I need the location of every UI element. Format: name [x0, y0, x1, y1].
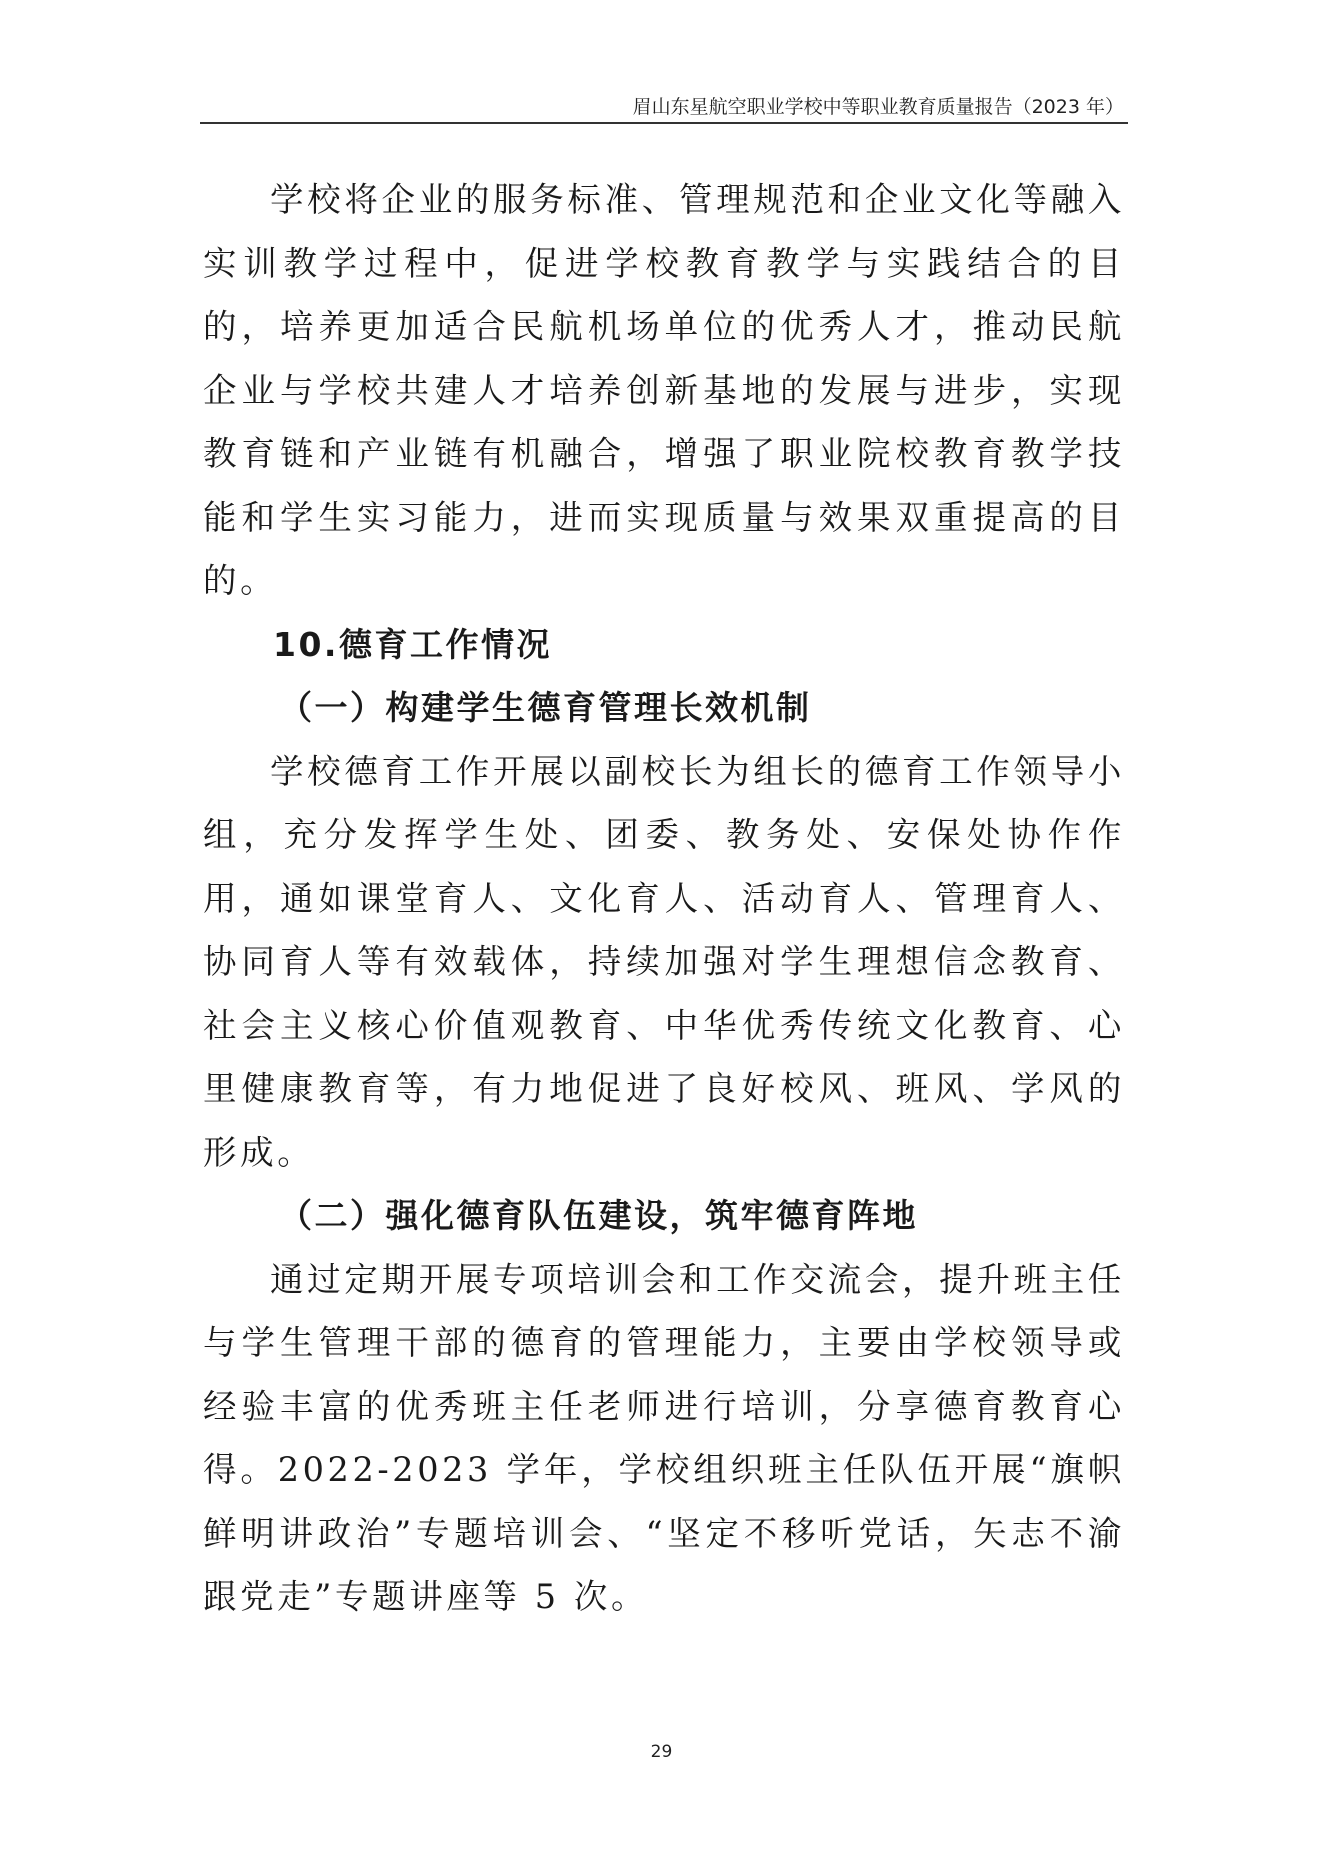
subsection-heading-team-building: （二）强化德育队伍建设，筑牢德育阵地	[279, 1196, 918, 1235]
paragraph-enterprise-integration: 学校将企业的服务标准、管理规范和企业文化等融入实训教学过程中，促进学校教育教学与实践结合的目的，培养更加适合民航机场单位的优秀人才，推动民航企业与学校共建人才培养创新基地的发展与进步，实现教育链和产业链有机融合，增强了职业院校教育教学技能和学生实习能力，进而实现质量与效果双重提高的目的。	[203, 180, 1125, 600]
header-title: 眉山东星航空职业学校中等职业教育质量报告（2023 年）	[632, 96, 1124, 118]
section-heading-moral-education: 10.德育工作情况	[273, 624, 552, 664]
paragraph-training-sessions: 通过定期开展专项培训会和工作交流会，提升班主任与学生管理干部的德育的管理能力，主要由学校领导或经验丰富的优秀班主任老师进行培训，分享德育教育心得。2022-2023 学年，学校组织班主任队伍开展“旗帜鲜明讲政治”专题培训会、“坚定不移听党话，矢志不渝跟党走”专题讲座等 5 次。	[203, 1259, 1125, 1616]
page-number: 29	[650, 1742, 673, 1762]
subsection-heading-mechanism: （一）构建学生德育管理长效机制	[279, 688, 812, 727]
page-header	[200, 92, 1128, 124]
paragraph-moral-education-leadership: 学校德育工作开展以副校长为组长的德育工作领导小组，充分发挥学生处、团委、教务处、安保处协作作用，通如课堂育人、文化育人、活动育人、管理育人、协同育人等有效载体，持续加强对学生理想信念教育、社会主义核心价值观教育、中华优秀传统文化教育、心里健康教育等，有力地促进了良好校风、班风、学风的形成。	[203, 751, 1125, 1172]
document-body	[203, 168, 1125, 1629]
